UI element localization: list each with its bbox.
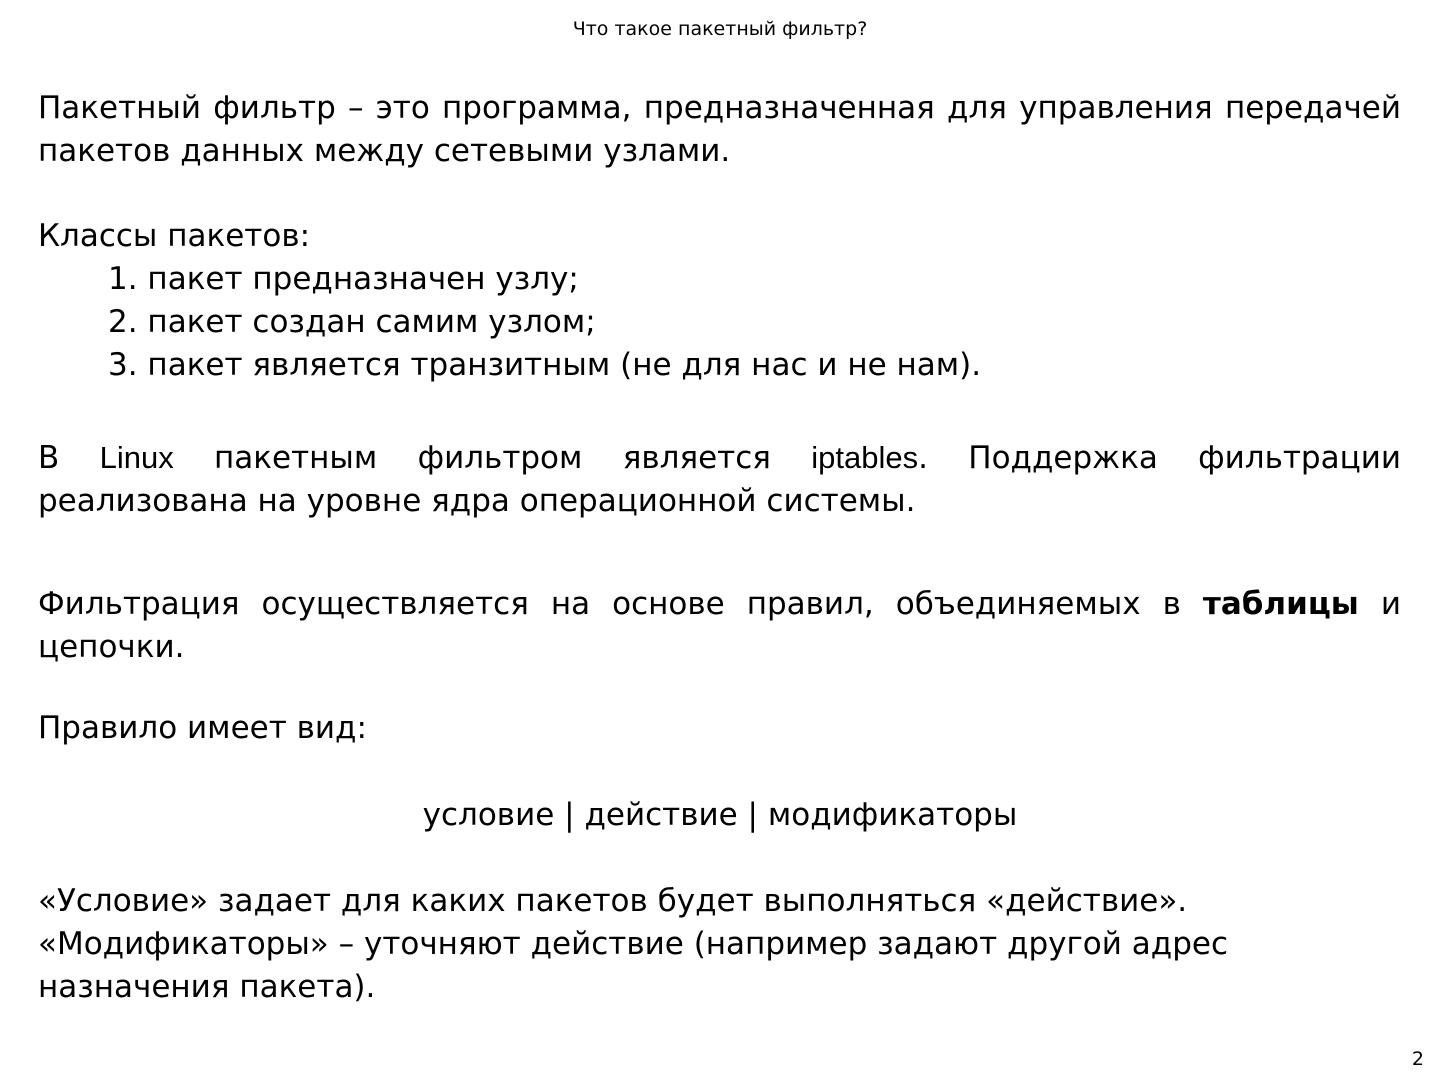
list-item: 1. пакет предназначен узлу; bbox=[108, 261, 579, 297]
list-item: 3. пакет является транзитным (не для нас и не нам). bbox=[108, 347, 982, 383]
linux-text-start: В bbox=[38, 440, 100, 476]
os-name: Linux bbox=[99, 440, 174, 475]
linux-text-end: . Поддержка фильтрации реализована на уровне ядра операционной системы. bbox=[38, 440, 1401, 519]
packet-classes-heading: Классы пакетов: bbox=[38, 218, 311, 254]
filtering-text-end: и цепочки. bbox=[38, 586, 1401, 665]
linux-text-middle: пакетным фильтром является bbox=[173, 440, 812, 476]
packet-classes-list bbox=[38, 258, 981, 387]
rule-intro: Правило имеет вид: bbox=[38, 710, 367, 746]
filtering-paragraph bbox=[38, 583, 1401, 669]
page-number: 2 bbox=[1411, 1048, 1424, 1070]
explanation-condition: «Условие» задает для каких пакетов будет выполняться «действие». bbox=[38, 883, 1188, 919]
linux-paragraph bbox=[38, 436, 1401, 523]
filtering-text-start: Фильтрация осуществляется на основе правил, объединяемых в bbox=[38, 586, 1203, 622]
tables-term: таблицы bbox=[1202, 586, 1359, 622]
rule-format: условие | действие | модификаторы bbox=[422, 797, 1018, 833]
slide-title: Что такое пакетный фильтр? bbox=[572, 18, 868, 40]
explanation-modifiers: «Модификаторы» – уточняют действие (например задают другой адрес назначения пакета). bbox=[38, 926, 1228, 1005]
definition-paragraph: Пакетный фильтр – это программа, предназначенная для управления передачей пакетов данных между сетевыми узлами. bbox=[38, 90, 1401, 169]
list-item: 2. пакет создан самим узлом; bbox=[108, 304, 596, 340]
tool-name: iptables bbox=[811, 440, 919, 475]
